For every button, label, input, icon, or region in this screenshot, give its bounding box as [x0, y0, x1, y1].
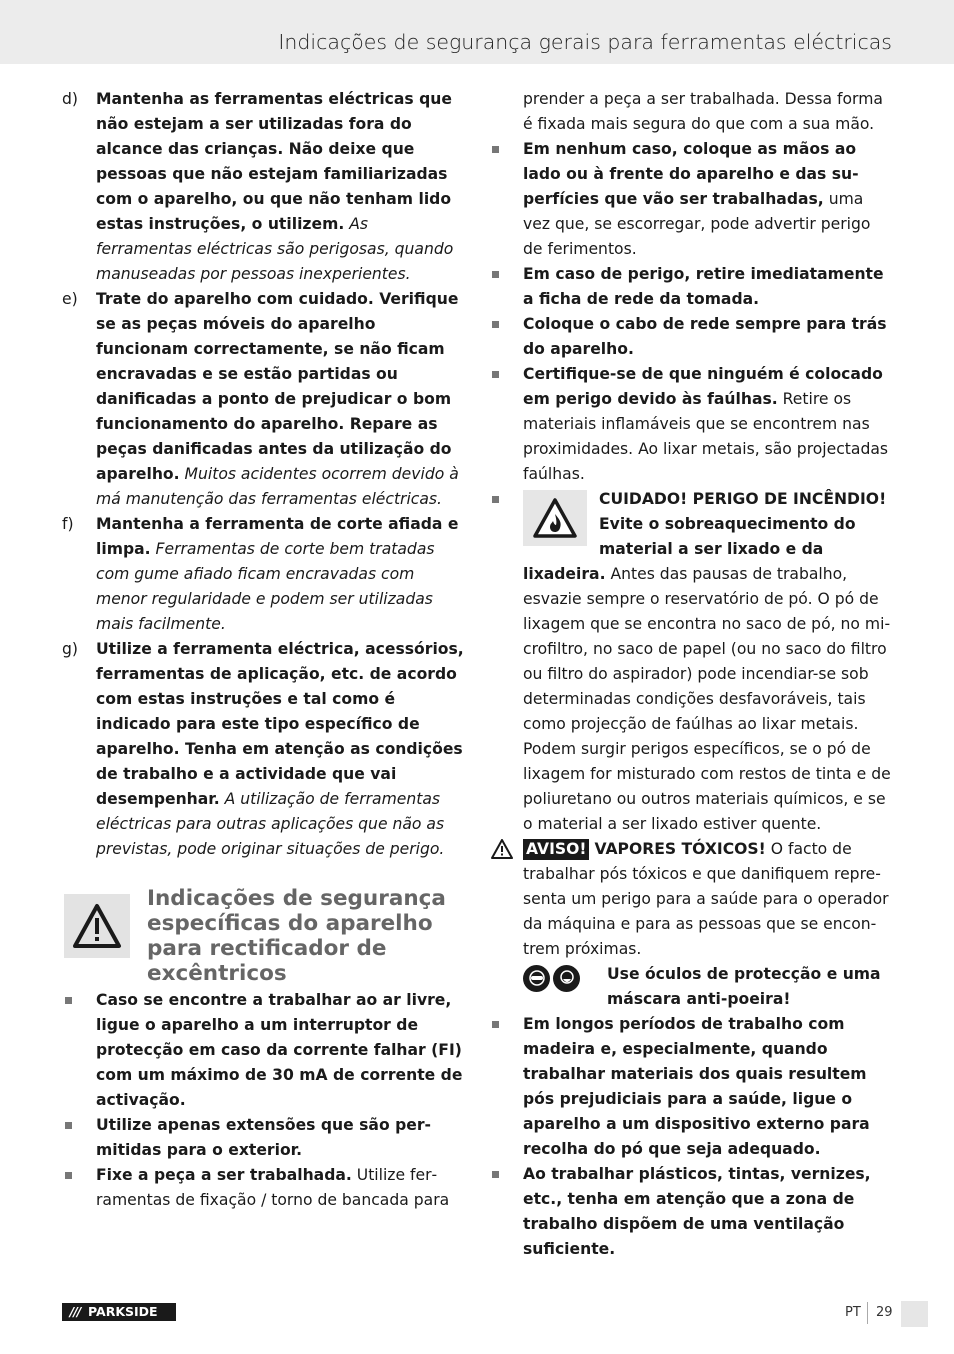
list-item: [489, 262, 891, 312]
footer-divider: [867, 1302, 868, 1324]
item-bold-text: Caso se encontre a trabalhar ao ar livre, ligue o aparelho a um interruptor de protecção em caso da corrente falhar (FI) com um máximo de 30 mA de corrente de activação.: [96, 991, 463, 1109]
item-bold-text: VAPORES TÓXICOS!: [594, 840, 766, 858]
fire-warning-item: [489, 487, 891, 837]
aviso-warning-item: [489, 837, 891, 962]
item-bold-text: Fixe a peça a ser trabalhada.: [96, 1166, 352, 1184]
item-normal-text: Utilize ferramentas de fixação / torno de bancada para: [96, 1166, 450, 1209]
section-heading: [62, 886, 464, 986]
item-italic-text: A utilização de ferramentas eléctricas para outras aplicações que não as previstas, pode originar situações de perigo.: [96, 790, 445, 858]
parkside-logo: [62, 1303, 176, 1321]
list-item: [489, 137, 891, 262]
item-bold-text: Mantenha a ferramenta de corte afiada e limpa.: [96, 515, 459, 558]
list-item: [62, 1163, 464, 1213]
bullet-square-icon: [65, 1122, 72, 1129]
bullet-square-icon: [492, 271, 499, 278]
ppe-icons: [523, 962, 593, 994]
item-bold-text: Coloque o cabo de rede sempre para trás do aparelho.: [523, 315, 887, 358]
item-bold-text: Certifique-se de que ninguém é colocado em perigo devido às faúlhas.: [523, 365, 883, 408]
item-bold-text: Ao trabalhar plásticos, tintas, vernizes, etc., tenha em atenção que a zona de trabalho dispõem de uma ventilação suficiente.: [523, 1165, 871, 1258]
item-italic-text: Ferramentas de corte bem tratadas com gume afiado ficam encravadas com menor regularidade e podem ser utilizadas mais facilmente.: [96, 540, 435, 633]
item-bold-text: Em longos períodos de trabalho com madeira e, especialmente, quando trabalhar materiais dos quais resultem pós prejudiciais para a saúde, ligue o aparelho a um dispositivo externo para recolha do pó que seja adequado.: [523, 1015, 870, 1158]
continuation-paragraph: prender a peça a ser trabalhada. Dessa forma é fixada mais segura do que com a sua mão.: [523, 90, 883, 133]
item-marker: f): [62, 515, 74, 533]
list-item: [489, 362, 891, 487]
continuation-text: [489, 87, 891, 137]
list-item-e: [62, 287, 464, 512]
item-normal-text: O facto de trabalhar pós tóxicos e que danifiquem representa um perigo para a saúde para o operador da máquina e para as pessoas que se encontrem próximas.: [523, 840, 889, 958]
aviso-badge: AVISO!: [523, 839, 589, 860]
item-bold-text: CUIDADO! PERIGO DE INCÊNDIO! Evite o sobreaquecimento do material a ser lixado e da lixadeira.: [523, 490, 887, 583]
item-bold-text: Em caso de perigo, retire imediatamente a ficha de rede da tomada.: [523, 265, 884, 308]
list-item: [489, 312, 891, 362]
bullet-square-icon: [492, 146, 499, 153]
list-item: [62, 988, 464, 1113]
fire-hazard-icon: [523, 490, 587, 546]
bullet-square-icon: [492, 321, 499, 328]
item-marker: g): [62, 640, 78, 658]
warning-icon: [64, 894, 130, 958]
list-item-f: [62, 512, 464, 637]
item-marker: d): [62, 90, 78, 108]
item-normal-text: Antes das pausas de trabalho, esvazie sempre o reservatório de pó. O pó de lixagem que se encontra no saco de pó, no microfiltro, no saco de papel (ou no saco do filtro ou filtro do aspirador) pode incendiar-se sob determinadas condições desfavoráveis, tais como projecção de faúlhas ao lixar metais. Podem surgir perigos específicos, se o pó de lixagem for misturado com restos de tinta e de poliuretano ou outros materiais químicos, e se o material a ser lixado estiver quente.: [523, 565, 891, 833]
item-bold-text: Utilize a ferramenta eléctrica, acessórios, ferramentas de aplicação, etc. de acordo com estas instruções e tal como é indicado para este tipo específico de aparelho. Tenha em atenção as condições de trabalho e a actividade que vai desempenhar.: [96, 640, 464, 808]
list-item-d: [62, 87, 464, 287]
right-column: [489, 87, 891, 1262]
bullet-square-icon: [492, 1021, 499, 1028]
dust-mask-icon: [553, 965, 580, 992]
page-header: [0, 0, 954, 64]
list-item: [489, 1162, 891, 1262]
warning-triangle-icon: [491, 839, 513, 867]
safety-goggles-icon: [523, 965, 550, 992]
footer-tab-marker: [901, 1301, 928, 1327]
bullet-square-icon: [492, 371, 499, 378]
page-number: 29: [876, 1305, 893, 1320]
section-title: Indicações de segurança específicas do aparelho para rectificador de excêntricos: [147, 886, 446, 986]
ppe-note: [489, 962, 891, 1012]
bullet-square-icon: [492, 496, 499, 503]
logo-brand: PARKSIDE: [88, 1304, 158, 1319]
list-item-g: [62, 637, 464, 862]
ppe-text: Use óculos de protecção e uma máscara anti-poeira!: [607, 965, 881, 1008]
item-normal-text: Retire os materiais inflamáveis que se encontrem nas proximidades. Ao lixar metais, são projectadas faúlhas.: [523, 390, 889, 483]
item-normal-text: uma vez que, se escorregar, pode advertir perigo de ferimentos.: [523, 190, 871, 258]
item-bold-text: Em nenhum caso, coloque as mãos ao lado ou à frente do aparelho e das superfícies que vão ser trabalhadas,: [523, 140, 859, 208]
list-item: [62, 1113, 464, 1163]
item-marker: e): [62, 290, 78, 308]
item-italic-text: Muitos acidentes ocorrem devido à má manutenção das ferramentas eléctricas.: [96, 465, 459, 508]
item-italic-text: As ferramentas eléctricas são perigosas, quando manuseadas por pessoas inexperientes.: [96, 215, 454, 283]
left-column: [62, 87, 464, 1213]
item-bold-text: Utilize apenas extensões que são permitidas para o exterior.: [96, 1116, 432, 1159]
list-item: [489, 1012, 891, 1162]
language-code: PT: [845, 1305, 861, 1320]
bullet-square-icon: [492, 1171, 499, 1178]
page-title: Indicações de segurança gerais para ferramentas eléctricas: [278, 30, 892, 54]
item-bold-text: Mantenha as ferramentas eléctricas que não estejam a ser utilizadas fora do alcance das crianças. Não deixe que pessoas que não estejam familiarizadas com o aparelho, ou que não tenham lido estas instruções, o utilizem.: [96, 90, 452, 233]
logo-slashes: ///: [69, 1304, 81, 1319]
item-bold-text: Trate do aparelho com cuidado. Verifique se as peças móveis do aparelho funcionam correctamente, se não ficam encravadas e se estão partidas ou danificadas a ponto de prejudicar o bom funcionamento do aparelho. Repare as peças danificadas antes da utilização do aparelho.: [96, 290, 459, 483]
bullet-square-icon: [65, 997, 72, 1004]
bullet-square-icon: [65, 1172, 72, 1179]
